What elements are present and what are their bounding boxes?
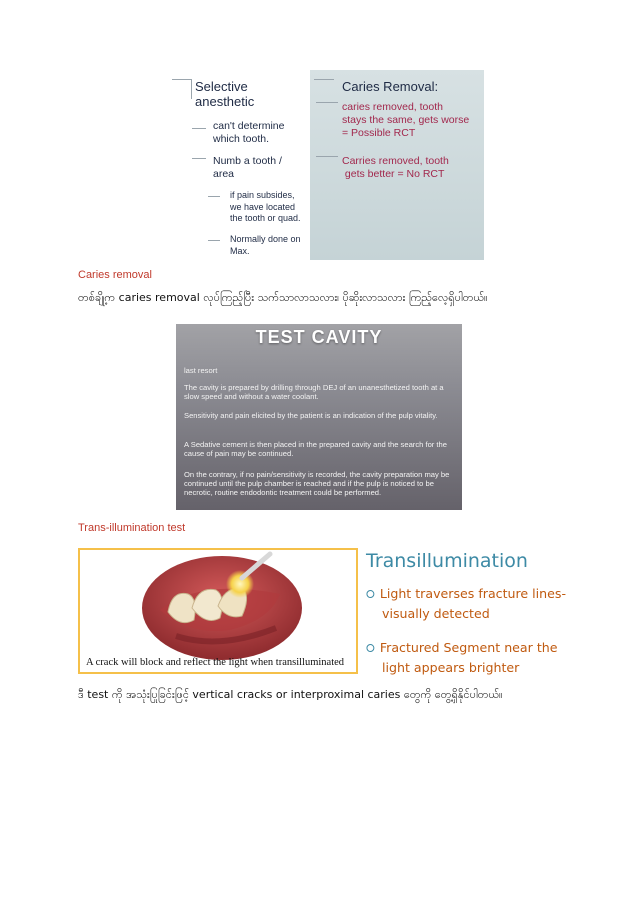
numb-a-tooth-item: Numb a tooth / area (213, 155, 282, 180)
selective-anesthetic-heading: Selective anesthetic (195, 79, 255, 109)
caries-removed-possible-rct: caries removed, tooth stays the same, gets worse = Possible RCT (342, 101, 470, 139)
bullet-icon: ⭘ (366, 588, 375, 601)
transillumination-title: Transillumination (366, 550, 528, 572)
bullet-fracture-lines: ⭘ Light traverses fracture lines- visually detected (366, 586, 566, 621)
connector-line (192, 128, 206, 129)
connector-line (316, 156, 338, 157)
connector-line (208, 240, 220, 241)
bullet-icon: ⭘ (366, 642, 375, 655)
test-cavity-paragraph: Sensitivity and pain elicited by the patient is an indication of the pulp vitality. (184, 411, 438, 420)
transillumination-paragraph: ဒီ test ကို အသုံးပြုခြင်းဖြင့် vertical cracks or interproximal caries တွေကို တွေ့ရှိနိုင်ပါတယ်။ (78, 688, 503, 701)
caries-removal-heading: Caries Removal: (342, 79, 439, 94)
photo-caption: A crack will block and reflect the light when transilluminated (86, 657, 345, 668)
cant-determine-item: can't determine which tooth. (213, 120, 285, 145)
test-cavity-slide (176, 324, 462, 510)
connector-line (172, 79, 192, 80)
transillumination-slide (78, 548, 566, 676)
test-cavity-paragraph: On the contrary, if no pain/sensitivity is recorded, the cavity preparation may be continued until the pulp chamber is reached and if the pulp is noticed to be necrotic, routine endodontic treatment could be performed. (184, 470, 450, 497)
test-cavity-paragraph: last resort (184, 366, 218, 375)
caries-removal-paragraph: တစ်ချို့က caries removal လုပ်ကြည့်ပြီး သက်သာလာသလား၊ ပိုဆိုးလာသလား ကြည့်လေ့ရှိပါတယ်။ (78, 291, 488, 304)
tooth-photo-image (80, 550, 356, 672)
caries-removed-no-rct: Carries removed, tooth gets better = No RCT (342, 155, 449, 180)
connector-line (191, 79, 192, 99)
normally-done-subitem: Normally done on Max. (230, 234, 301, 256)
connector-line (208, 196, 220, 197)
connector-line (316, 102, 338, 103)
pain-subsides-subitem: if pain subsides, we have located the tooth or quad. (230, 190, 301, 223)
selective-anesthetic-slide (166, 70, 484, 260)
bullet-fractured-segment: ⭘ Fractured Segment near the light appears brighter (366, 640, 558, 675)
connector-line (192, 158, 206, 159)
transillumination-photo (78, 548, 358, 674)
trans-illumination-caption: Trans-illumination test (78, 522, 186, 534)
test-cavity-paragraph: A Sedative cement is then placed in the prepared cavity and the search for the cause of pain may be continued. (184, 440, 447, 458)
connector-line (314, 79, 334, 80)
test-cavity-paragraph: The cavity is prepared by drilling through DEJ of an unanesthetized tooth at a slow speed and without a water coolant. (184, 383, 444, 401)
test-cavity-title: TEST CAVITY (255, 327, 383, 347)
caries-removal-caption: Caries removal (78, 269, 152, 281)
